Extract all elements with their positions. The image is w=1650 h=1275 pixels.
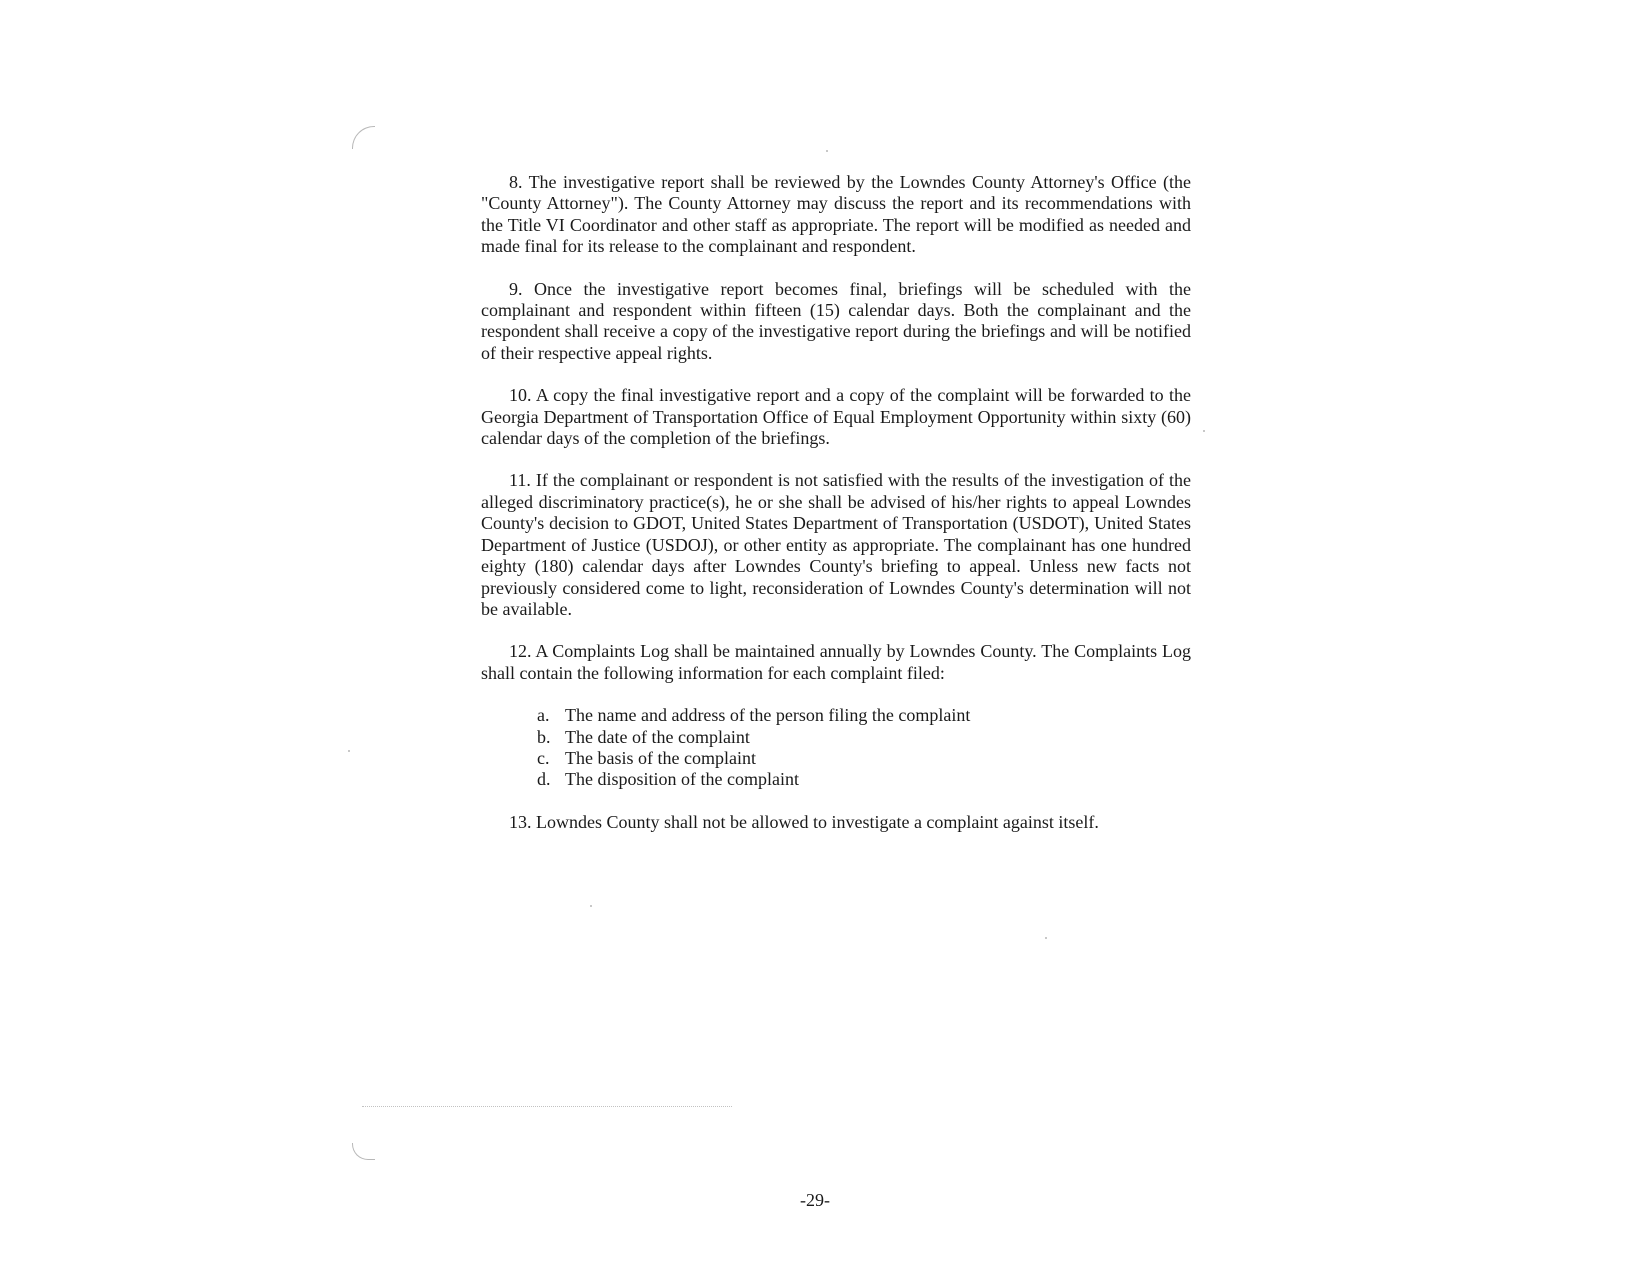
paragraph-11: 11. If the complainant or respondent is not satisfied with the results of the investigation of the alleged discriminatory practice(s), he or she shall be advised of his/her rights to appeal Lowndes County's decision to GDOT, United States Department of Transportation (USDOT), United States Department of Justice (USDOJ), or other entity as appropriate. The complainant has one hundred eighty (180) calendar days after Lowndes County's briefing to appeal. Unless new facts not previously considered come to light, reconsideration of Lowndes County's determination will not be available. bbox=[481, 470, 1191, 619]
list-item bbox=[537, 727, 1191, 748]
list-marker: b. bbox=[537, 726, 551, 747]
scan-speck bbox=[1203, 430, 1205, 432]
list-item-text: The name and address of the person filing the complaint bbox=[565, 705, 971, 726]
paragraph-9: 9. Once the investigative report becomes final, briefings will be scheduled with the complainant and respondent within fifteen (15) calendar days. Both the complainant and the respondent shall receive a copy of the investigative report during the briefings and will be notified of their respective appeal rights. bbox=[481, 278, 1191, 363]
scan-speck bbox=[826, 150, 828, 152]
list-item bbox=[537, 769, 1191, 790]
list-item bbox=[537, 748, 1191, 769]
paragraph-10: 10. A copy the final investigative report and a copy of the complaint will be forwarded to the Georgia Department of Transportation Office of Equal Employment Opportunity within sixty (60) calendar days of the completion of the briefings. bbox=[481, 385, 1191, 449]
complaints-log-list bbox=[481, 705, 1191, 791]
scan-speck bbox=[590, 905, 592, 907]
list-marker: d. bbox=[537, 769, 551, 790]
scan-corner-mark-bottom bbox=[352, 1143, 375, 1160]
list-item-text: The date of the complaint bbox=[565, 726, 750, 747]
page-number: -29- bbox=[800, 1190, 830, 1210]
paragraph-13: 13. Lowndes County shall not be allowed to investigate a complaint against itself. bbox=[509, 811, 1099, 832]
scan-dotted-line bbox=[362, 1106, 732, 1107]
paragraph-8: 8. The investigative report shall be reviewed by the Lowndes County Attorney's Office (the "County Attorney"). The County Attorney may discuss the report and its recommendations with the Title VI Coordinator and other staff as appropriate. The report will be modified as needed and made final for its release to the complainant and respondent. bbox=[481, 172, 1191, 257]
scan-speck bbox=[1045, 937, 1047, 939]
paragraph-12: 12. A Complaints Log shall be maintained annually by Lowndes County. The Complaints Log shall contain the following information for each complaint filed: bbox=[481, 641, 1191, 683]
scan-speck bbox=[348, 750, 350, 752]
list-item-text: The basis of the complaint bbox=[565, 747, 756, 768]
list-item bbox=[537, 705, 1191, 726]
list-marker: c. bbox=[537, 747, 550, 768]
scan-corner-mark-top bbox=[352, 126, 375, 149]
document-body bbox=[481, 172, 1191, 854]
list-marker: a. bbox=[537, 705, 550, 726]
list-item-text: The disposition of the complaint bbox=[565, 769, 799, 790]
